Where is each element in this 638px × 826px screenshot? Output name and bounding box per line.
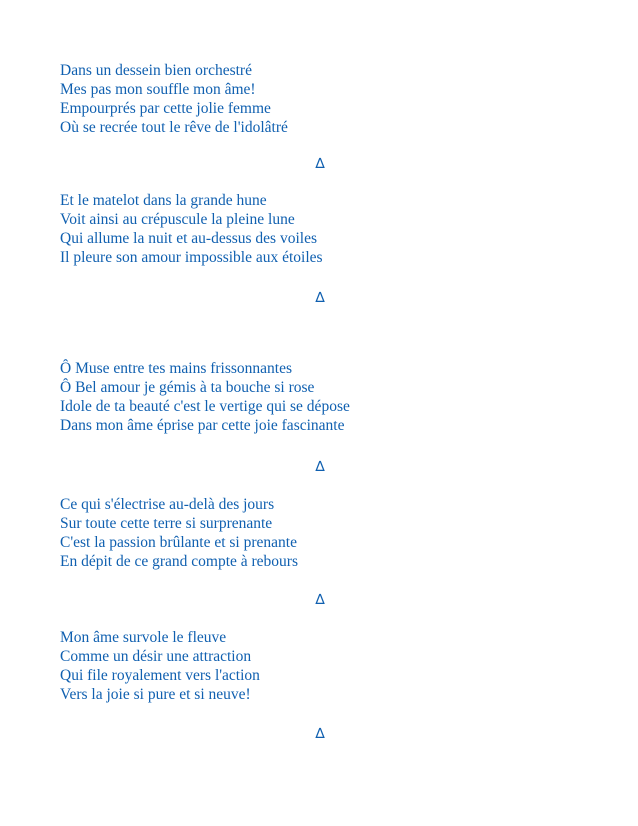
stanza-5 — [60, 628, 600, 704]
poem-line: Qui allume la nuit et au-dessus des voiles — [60, 230, 317, 247]
poem-line: Voit ainsi au crépuscule la pleine lune — [60, 211, 295, 228]
poem-line: Vers la joie si pure et si neuve! — [60, 686, 251, 703]
stanza-separator-delta: ∆ — [315, 156, 325, 172]
poem-line: Ce qui s'électrise au-delà des jours — [60, 496, 275, 513]
poem-line: Ô Muse entre tes mains frissonnantes — [60, 360, 293, 377]
poem-line: Idole de ta beauté c'est le vertige qui se dépose — [60, 398, 350, 415]
poem-line: Il pleure son amour impossible aux étoiles — [60, 249, 323, 266]
poem-line: Où se recrée tout le rêve de l'idolâtré — [60, 119, 288, 136]
stanza-separator-delta: ∆ — [315, 290, 325, 306]
poem-line: Dans mon âme éprise par cette joie fascinante — [60, 417, 345, 434]
poem-line: Empourprés par cette jolie femme — [60, 100, 271, 117]
stanza-2 — [60, 191, 600, 267]
poem-line: Qui file royalement vers l'action — [60, 667, 260, 684]
stanza-1 — [60, 61, 600, 137]
poem-line: En dépit de ce grand compte à rebours — [60, 553, 299, 570]
poem-line: Mes pas mon souffle mon âme! — [60, 81, 256, 98]
poem-line: Comme un désir une attraction — [60, 648, 252, 665]
poem-line: Mon âme survole le fleuve — [60, 629, 227, 646]
poem-line: Sur toute cette terre si surprenante — [60, 515, 273, 532]
poem-line: Et le matelot dans la grande hune — [60, 192, 267, 209]
stanza-4 — [60, 495, 600, 571]
stanza-separator-delta: ∆ — [315, 459, 325, 475]
poem-line: Dans un dessein bien orchestré — [60, 62, 252, 79]
stanza-separator-delta: ∆ — [315, 592, 325, 608]
poem-line: Ô Bel amour je gémis à ta bouche si rose — [60, 379, 315, 396]
poem-line: C'est la passion brûlante et si prenante — [60, 534, 297, 551]
stanza-3 — [60, 359, 600, 435]
stanza-separator-delta: ∆ — [315, 726, 325, 742]
